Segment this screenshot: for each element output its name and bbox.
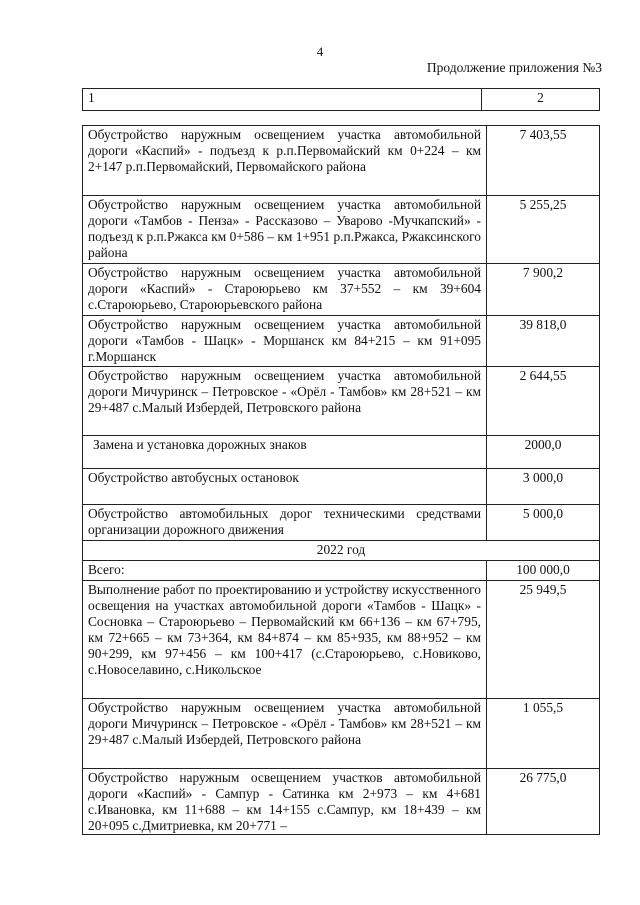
row-description: Обустройство наружным освещением участка автомобильной дороги «Каспий» - Староюрьево км 37+552 – км 39+604 с.Староюрьево, Староюрьевского района [83, 264, 487, 316]
appendix-label: Продолжение приложения №3 [426, 60, 602, 75]
header-col-1: 1 [83, 89, 482, 111]
table-row [83, 436, 600, 469]
row-description: Обустройство автобусных остановок [83, 469, 487, 505]
row-description: Обустройство наружным освещением участка автомобильной дороги «Тамбов - Пенза» - Рассказово – Уварово -Мучкапский» - подъезд к р.п.Ржакса км 0+586 – км 1+951 р.п.Ржакса, Ржаксинского района [83, 196, 487, 264]
row-description: Обустройство наружным освещением участка автомобильной дороги «Каспий» - подъезд к р.п.Первомайский км 0+224 – км 2+147 р.п.Первомайский, Первомайского района [83, 126, 487, 196]
row-amount: 25 949,5 [487, 581, 600, 699]
row-description: Обустройство наружным освещением участка автомобильной дороги «Тамбов - Шацк» - Моршанск км 84+215 – км 91+095 г.Моршанск [83, 316, 487, 367]
header-table [82, 88, 600, 111]
year-heading: 2022 год [83, 541, 600, 561]
table-row [83, 316, 600, 367]
row-amount: 39 818,0 [487, 316, 600, 367]
works-table [82, 125, 600, 835]
total-row [83, 561, 600, 581]
row-amount: 3 000,0 [487, 469, 600, 505]
row-amount: 2000,0 [487, 436, 600, 469]
year-row [83, 541, 600, 561]
total-amount: 100 000,0 [487, 561, 600, 581]
table-row [83, 367, 600, 436]
table-row [83, 469, 600, 505]
table-row [83, 581, 600, 699]
row-description: Выполнение работ по проектированию и устройству искусственного освещения на участках автомобильной дороги «Тамбов - Шацк» - Сосновка – Староюрьево – Первомайский км 66+136 – км 67+795, км 72+665 – км 73+364, км 84+874 – км 85+935, км 88+952 – км 90+299, км 97+456 – км 100+417 (с.Староюрьево, с.Новиково, с.Новоселавино, с.Никольское [83, 581, 487, 699]
row-amount: 2 644,55 [487, 367, 600, 436]
table-row [83, 769, 600, 835]
table-row [83, 264, 600, 316]
row-description: Замена и установка дорожных знаков [83, 436, 487, 469]
row-amount: 26 775,0 [487, 769, 600, 835]
table-row [83, 196, 600, 264]
row-amount: 7 900,2 [487, 264, 600, 316]
table-row [83, 699, 600, 769]
table-row [83, 126, 600, 196]
row-amount: 5 255,25 [487, 196, 600, 264]
row-description: Обустройство наружным освещением участка автомобильной дороги Мичуринск – Петровское - «Орёл - Тамбов» км 28+521 – км 29+487 с.Малый Избердей, Петровского района [83, 699, 487, 769]
table-row [83, 505, 600, 541]
row-description: Обустройство автомобильных дорог техническими средствами организации дорожного движения [83, 505, 487, 541]
page-number: 4 [316, 44, 324, 59]
row-amount: 7 403,55 [487, 126, 600, 196]
header-col-2: 2 [482, 89, 600, 111]
total-label: Всего: [83, 561, 487, 581]
row-description: Обустройство наружным освещением участков автомобильной дороги «Каспий» - Сампур - Сатинка км 2+973 – км 4+681 с.Ивановка, км 11+688 – км 14+155 с.Сампур, км 18+439 – км 20+095 с.Дмитриевка, км 20+771 – [83, 769, 487, 835]
row-amount: 1 055,5 [487, 699, 600, 769]
row-amount: 5 000,0 [487, 505, 600, 541]
row-description: Обустройство наружным освещением участка автомобильной дороги Мичуринск – Петровское - «Орёл - Тамбов» км 28+521 – км 29+487 с.Малый Избердей, Петровского района [83, 367, 487, 436]
